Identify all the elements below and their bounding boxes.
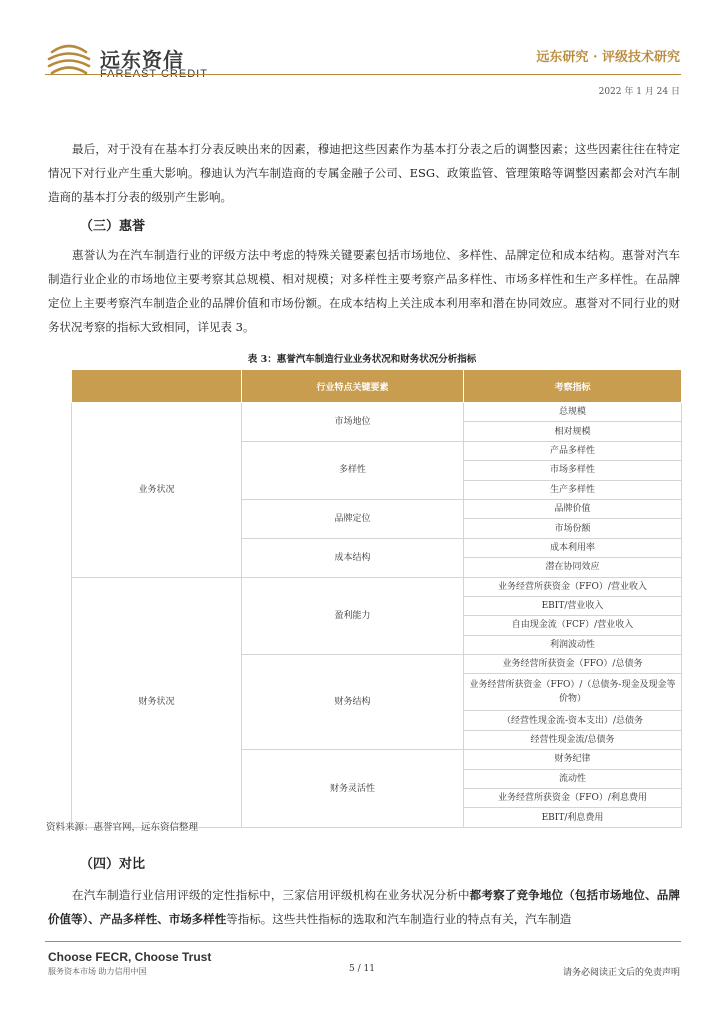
indicator-cell: 市场份额 [464, 519, 682, 538]
footer-disclaimer: 请务必阅读正文后的免责声明 [562, 968, 680, 978]
table-header-cell: 考察指标 [464, 370, 682, 403]
indicator-cell: 财务纪律 [464, 750, 682, 769]
factor-cell: 市场地位 [242, 403, 464, 442]
indicator-cell: 自由现金流（FCF）/营业收入 [464, 616, 682, 635]
table-caption: 表 3：惠誉汽车制造行业业务状况和财务状况分析指标 [247, 354, 477, 365]
factor-cell: 品牌定位 [242, 499, 464, 538]
brand-name-en: FAREAST CREDIT [100, 68, 208, 80]
footer-divider [45, 941, 681, 942]
indicator-cell: 市场多样性 [464, 461, 682, 480]
indicator-cell: 业务经营所获资金（FFO）/利息费用 [464, 789, 682, 808]
indicator-cell: 潜在协同效应 [464, 558, 682, 577]
indicator-cell: EBIT/利息费用 [464, 808, 682, 827]
indicator-cell: 总规模 [464, 403, 682, 422]
table-header-row [72, 370, 682, 403]
section-heading-fitch: （三）惠誉 [80, 219, 146, 234]
indicator-cell: 业务经营所获资金（FFO）/总债务 [464, 655, 682, 674]
indicator-cell: 产品多样性 [464, 441, 682, 460]
fareast-logo-icon [46, 42, 92, 78]
footer-subtitle: 服务资本市场 助力信用中国 [48, 967, 147, 976]
indicator-cell: 流动性 [464, 769, 682, 788]
paragraph-moodys-adjustments: 最后，对于没有在基本打分表反映出来的因素，穆迪把这些因素作为基本打分表之后的调整因素；这些因素往往在特定情况下对行业产生重大影响。穆迪认为汽车制造商的专属金融子公司、ESG、政策监管、管理策略等调整因素都会对汽车制造商的基本打分表的级别产生影响。 [48, 142, 680, 204]
group-financial: 财务状况 [72, 577, 242, 827]
table-source: 资料来源：惠誉官网，远东资信整理 [46, 822, 199, 833]
indicator-cell: 经营性现金流/总债务 [464, 730, 682, 749]
header-divider [45, 74, 681, 75]
indicator-cell: 业务经营所获资金（FFO）/（总债务-现金及现金等价物） [464, 674, 682, 711]
indicator-cell: 业务经营所获资金（FFO）/营业收入 [464, 577, 682, 596]
factor-cell: 多样性 [242, 441, 464, 499]
indicator-cell: 利润波动性 [464, 635, 682, 654]
indicator-cell: EBIT/营业收入 [464, 596, 682, 615]
indicator-cell: 成本利用率 [464, 538, 682, 557]
factor-cell: 盈利能力 [242, 577, 464, 655]
table-header-cell [72, 370, 242, 403]
table-row [72, 577, 682, 596]
factor-cell: 成本结构 [242, 538, 464, 577]
fitch-indicator-table [71, 369, 682, 828]
header-title: 远东研究 · 评级技术研究 [536, 50, 680, 65]
section-heading-comparison: （四）对比 [80, 857, 146, 872]
indicator-cell: 品牌价值 [464, 499, 682, 518]
table-row [72, 403, 682, 422]
factor-cell: 财务结构 [242, 655, 464, 750]
paragraph-comparison [48, 883, 680, 931]
comparison-text: 在汽车制造行业信用评级的定性指标中，三家信用评级机构在业务状况分析中 [72, 888, 470, 902]
footer-slogan: Choose FECR, Choose Trust [48, 950, 212, 964]
brand-name-cn: 远东资信 [100, 48, 184, 72]
table-header-cell: 行业特点关键要素 [242, 370, 464, 403]
paragraph-fitch: 惠誉认为在汽车制造行业的评级方法中考虑的特殊关键要素包括市场地位、多样性、品牌定位和成本结构。惠誉对汽车制造行业企业的市场地位主要考察其总规模、相对规模；对多样性主要考察产品多样性、市场多样性和生产多样性。在品牌定位上主要考察汽车制造企业的品牌价值和市场份额。在成本结构上关注成本利用率和潜在协同效应。惠誉对不同行业的财务状况考察的指标大致相同，详见表 3。 [48, 248, 680, 334]
report-date: 2022 年 1 月 24 日 [598, 87, 680, 97]
comparison-text: 等指标。这些共性指标的选取和汽车制造行业的特点有关，汽车制造 [226, 912, 572, 926]
indicator-cell: 生产多样性 [464, 480, 682, 499]
factor-cell: 财务灵活性 [242, 750, 464, 828]
group-business: 业务状况 [72, 403, 242, 578]
page-number: 5 / 11 [349, 964, 375, 974]
indicator-cell: （经营性现金流-资本支出）/总债务 [464, 711, 682, 730]
comparison-emphasis: 都考察了竞争地位（包括市场地位、品牌价值等）、产品多样性、市场多样性 [48, 888, 681, 926]
indicator-cell: 相对规模 [464, 422, 682, 441]
